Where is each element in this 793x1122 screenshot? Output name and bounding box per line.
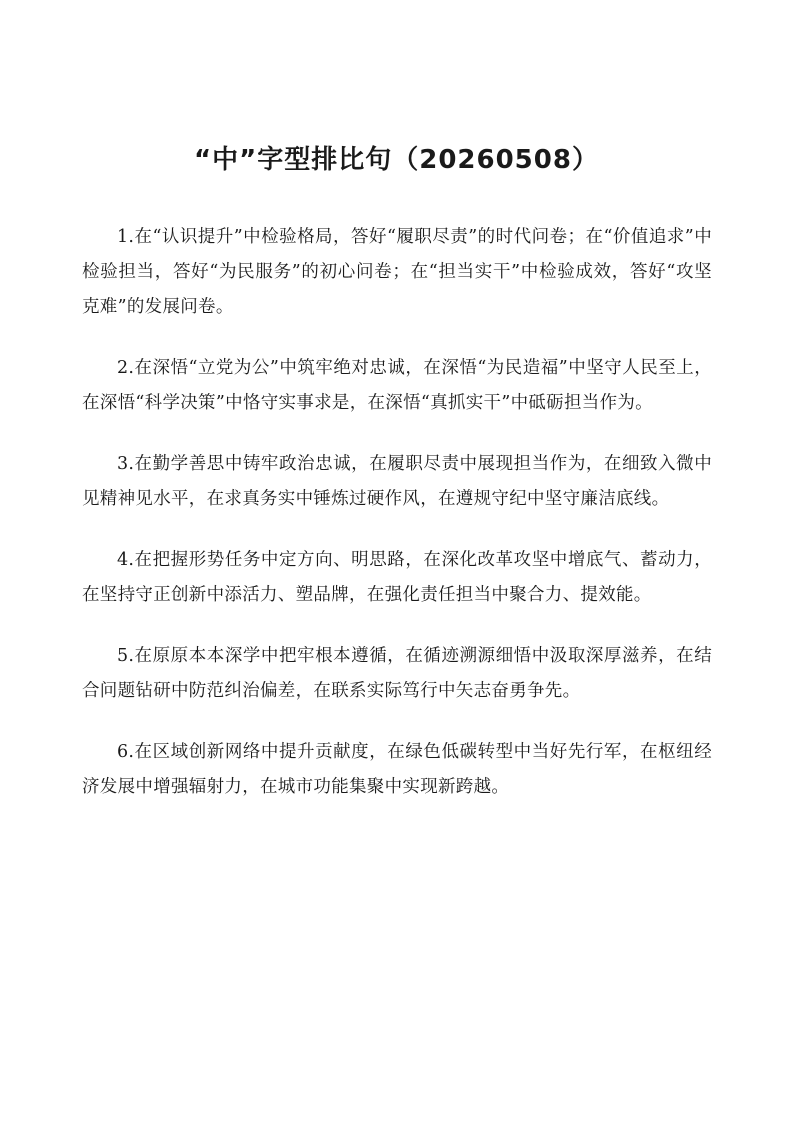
paragraph-2: 2.在深悟“立党为公”中筑牢绝对忠诚，在深悟“为民造福”中坚守人民至上，在深悟“科学决策”中恪守实事求是，在深悟“真抓实干”中砥砺担当作为。 [82,358,712,413]
document-title: “中”字型排比句（20260508） [194,145,599,175]
paragraph-4: 4.在把握形势任务中定方向、明思路，在深化改革攻坚中增底气、蓄动力，在坚持守正创新中添活力、塑品牌，在强化责任担当中聚合力、提效能。 [82,550,712,605]
document-body [82,220,712,831]
paragraph-1: 1.在“认识提升”中检验格局，答好“履职尽责”的时代问卷；在“价值追求”中检验担当，答好“为民服务”的初心问卷；在“担当实干”中检验成效，答好“攻坚克难”的发展问卷。 [82,227,712,317]
paragraph-3: 3.在勤学善思中铸牢政治忠诚，在履职尽责中展现担当作为，在细致入微中见精神见水平，在求真务实中锤炼过硬作风，在遵规守纪中坚守廉洁底线。 [82,454,712,509]
paragraph-5: 5.在原原本本深学中把牢根本遵循，在循迹溯源细悟中汲取深厚滋养，在结合问题钻研中防范纠治偏差，在联系实际笃行中矢志奋勇争先。 [82,646,712,701]
paragraph-6: 6.在区域创新网络中提升贡献度，在绿色低碳转型中当好先行军，在枢纽经济发展中增强辐射力，在城市功能集聚中实现新跨越。 [82,742,712,797]
